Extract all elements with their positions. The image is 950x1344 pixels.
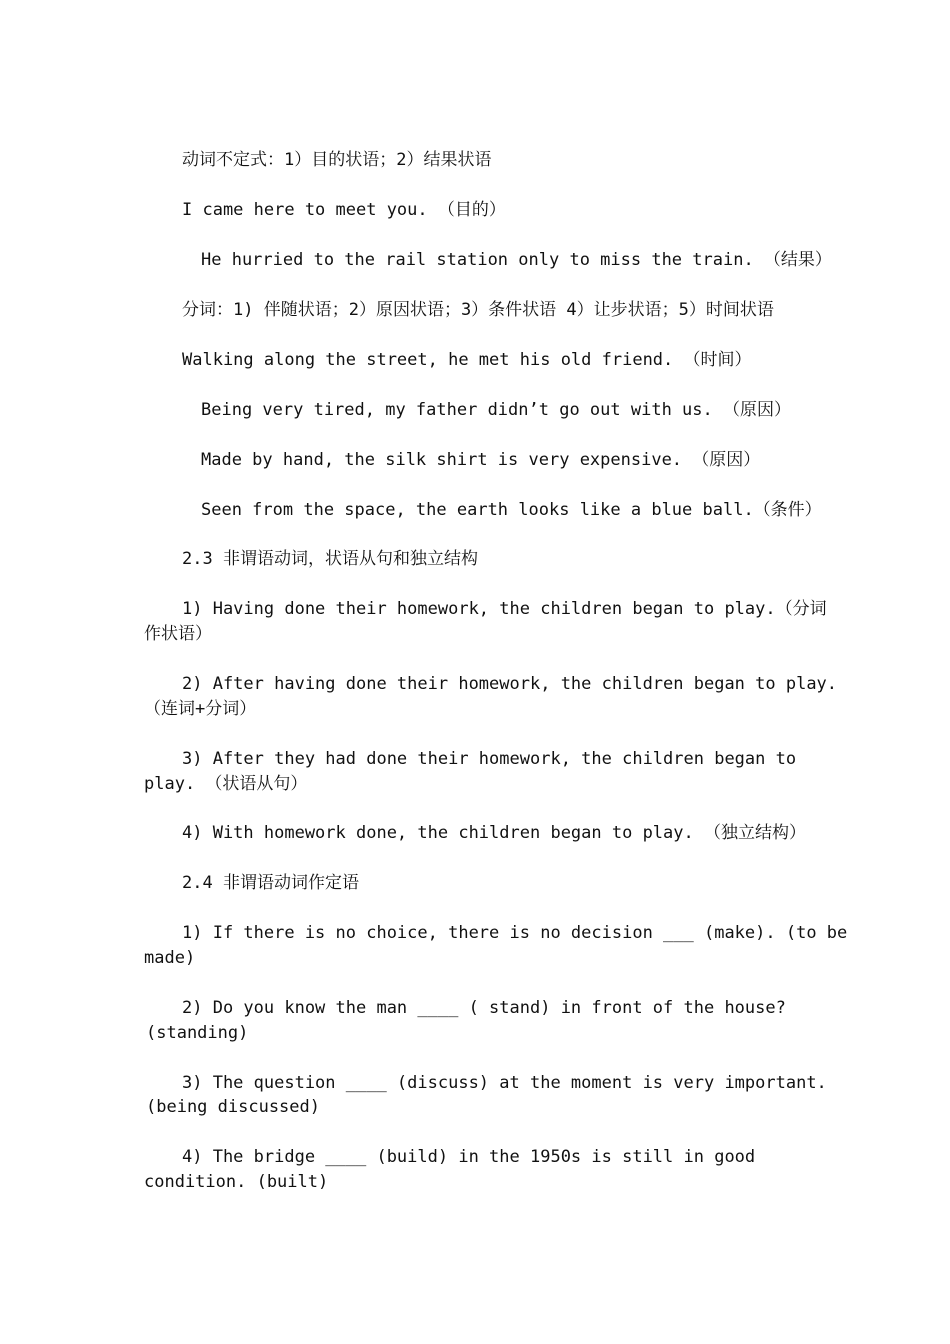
list-item: 3) After they had done their homework, the children began to bbox=[182, 749, 797, 769]
infinitive-heading: 动词不定式：1）目的状语；2）结果状语 bbox=[182, 150, 492, 170]
list-item-continuation: play. （状语从句） bbox=[144, 774, 308, 794]
exercise-item: 1) If there is no choice, there is no decision ___ (make). (to be bbox=[182, 923, 848, 943]
example-line: Walking along the street, he met his old friend. （时间） bbox=[182, 350, 752, 370]
list-item: 1) Having done their homework, the children began to play.（分词 bbox=[182, 599, 827, 619]
exercise-answer: (being discussed) bbox=[146, 1097, 320, 1117]
list-item: 4) With homework done, the children began to play. （独立结构） bbox=[182, 823, 806, 843]
list-item-continuation: 作状语） bbox=[144, 624, 212, 644]
exercise-item: 2) Do you know the man ____ ( stand) in front of the house? bbox=[182, 998, 786, 1018]
example-line: Seen from the space, the earth looks like a blue ball.（条件） bbox=[201, 500, 822, 520]
exercise-answer: made) bbox=[144, 948, 196, 968]
example-line: Made by hand, the silk shirt is very expensive. （原因） bbox=[201, 450, 761, 470]
exercise-answer: (standing) bbox=[146, 1023, 249, 1043]
example-line: I came here to meet you. （目的） bbox=[182, 200, 506, 220]
example-line: Being very tired, my father didn’t go out with us. （原因） bbox=[201, 400, 791, 420]
exercise-item: 3) The question ____ (discuss) at the moment is very important. bbox=[182, 1073, 827, 1093]
section-heading-2-4: 2.4 非谓语动词作定语 bbox=[182, 873, 359, 893]
section-heading-2-3: 2.3 非谓语动词，状语从句和独立结构 bbox=[182, 549, 478, 569]
exercise-item: 4) The bridge ____ (build) in the 1950s is still in good bbox=[182, 1147, 756, 1167]
participle-heading: 分词：1) 伴随状语；2）原因状语；3）条件状语 4）让步状语；5）时间状语 bbox=[182, 300, 774, 320]
list-item: 2) After having done their homework, the children began to play. bbox=[182, 674, 838, 694]
example-line: He hurried to the rail station only to miss the train. （结果） bbox=[201, 250, 832, 270]
list-item-continuation: （连词+分词） bbox=[144, 699, 257, 719]
exercise-answer: condition. (built) bbox=[144, 1172, 329, 1192]
